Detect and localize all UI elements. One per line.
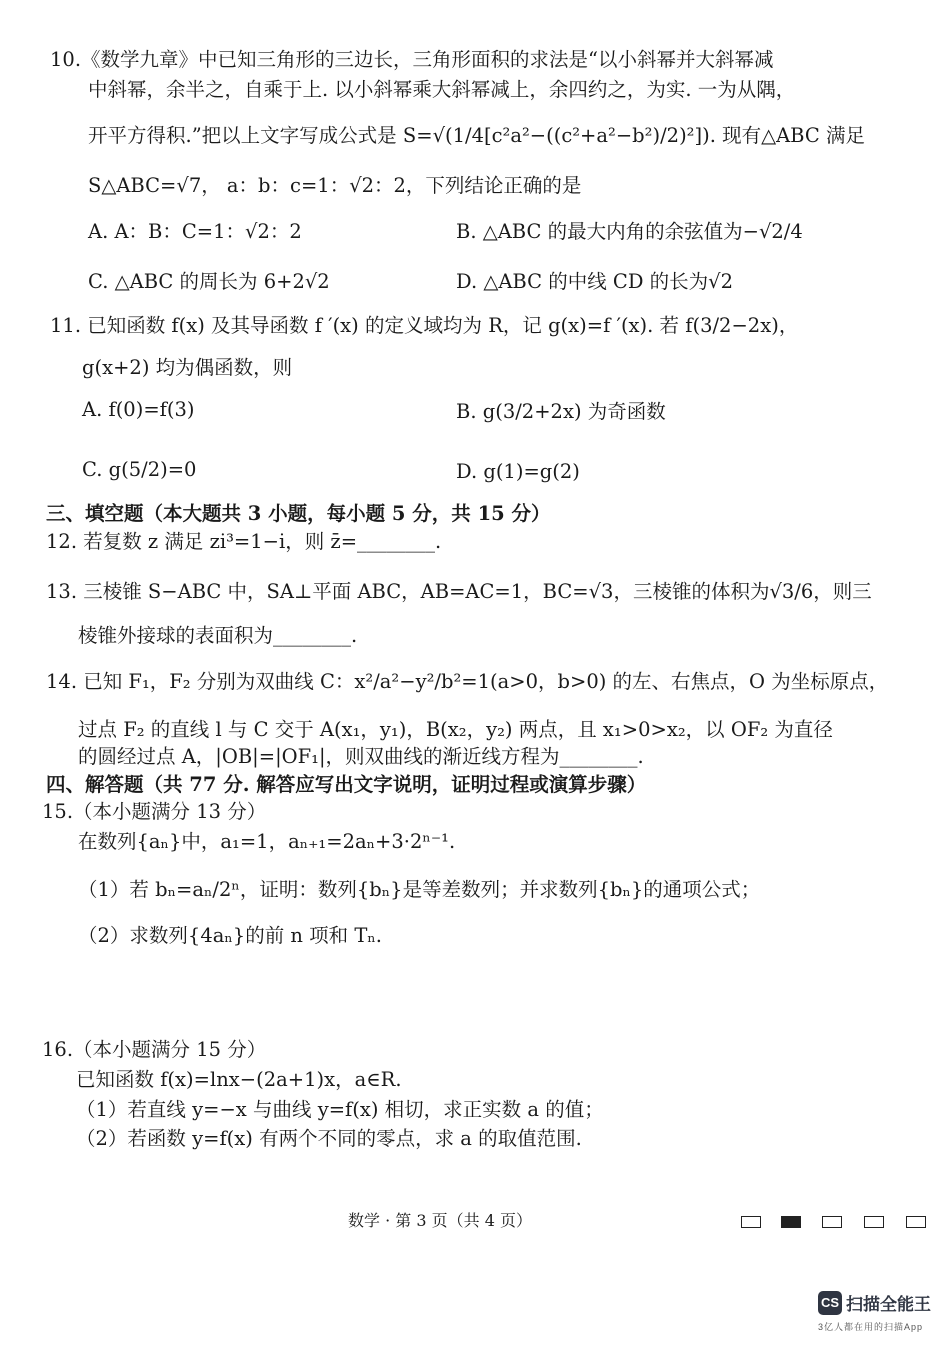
q15-stem: 在数列{aₙ}中，a₁=1，aₙ₊₁=2aₙ+3·2ⁿ⁻¹. (78, 830, 456, 853)
q10-option-b: B. △ABC 的最大内角的余弦值为−√2/4 (456, 220, 803, 243)
page-marker-4 (864, 1216, 884, 1228)
q10-option-c: C. △ABC 的周长为 6+2√2 (88, 270, 330, 293)
q15-part2: （2）求数列{4aₙ}的前 n 项和 Tₙ. (78, 924, 382, 947)
q16-part1: （1）若直线 y=−x 与曲线 y=f(x) 相切，求正实数 a 的值； (76, 1098, 604, 1121)
q13-line1: 13. 三棱锥 S−ABC 中，SA⊥平面 ABC，AB=AC=1，BC=√3，三棱锥的体积为√3/6，则三 (46, 580, 872, 603)
section-4-heading: 四、解答题（共 77 分. 解答应写出文字说明，证明过程或演算步骤） (46, 773, 647, 796)
q11-line1: 11. 已知函数 f(x) 及其导函数 f ′(x) 的定义域均为 R，记 g(x)=f ′(x). 若 f(3/2−2x)， (50, 314, 799, 337)
q10-line3: 开平方得积.”把以上文字写成公式是 S=√(1/4[c²a²−((c²+a²−b²)/2)²]). 现有△ABC 满足 (88, 124, 865, 147)
camscanner-icon: CS (818, 1291, 842, 1315)
q14-line2: 过点 F₂ 的直线 l 与 C 交于 A(x₁，y₁)，B(x₂，y₂) 两点，且 x₁>0>x₂，以 OF₂ 为直径 (78, 718, 833, 741)
q11-line2: g(x+2) 均为偶函数，则 (82, 356, 293, 379)
q11-option-b: B. g(3/2+2x) 为奇函数 (456, 400, 666, 423)
q15-heading: 15.（本小题满分 13 分） (42, 800, 267, 823)
q15-part1: （1）若 bₙ=aₙ/2ⁿ，证明：数列{bₙ}是等差数列；并求数列{bₙ}的通项公式； (78, 878, 761, 901)
q10-option-a: A. A：B：C=1：√2：2 (88, 220, 302, 243)
q11-option-a: A. f(0)=f(3) (82, 398, 195, 421)
q13-line2: 棱锥外接球的表面积为________. (78, 624, 358, 647)
q12: 12. 若复数 z 满足 zi³=1−i，则 z̄=________. (46, 530, 442, 553)
page-footer: 数学 · 第 3 页（共 4 页） (348, 1211, 532, 1230)
q10-line2: 中斜幂，余半之，自乘于上. 以小斜幂乘大斜幂减上，余四约之，为实. 一为从隅， (88, 78, 796, 101)
q10-line4: S△ABC=√7， a：b：c=1：√2：2，下列结论正确的是 (88, 174, 582, 197)
q10-option-d: D. △ABC 的中线 CD 的长为√2 (456, 270, 734, 293)
page-marker-2 (781, 1216, 801, 1228)
page-marker-3 (822, 1216, 842, 1228)
app-name: 扫描全能王 (846, 1295, 931, 1314)
q11-option-d: D. g(1)=g(2) (456, 460, 580, 483)
q16-stem: 已知函数 f(x)=lnx−(2a+1)x，a∈R. (76, 1068, 402, 1091)
scanner-logo (818, 1290, 931, 1315)
q14-line3: 的圆经过点 A，|OB|=|OF₁|，则双曲线的渐近线方程为________. (78, 745, 644, 768)
q16-part2: （2）若函数 y=f(x) 有两个不同的零点，求 a 的取值范围. (76, 1127, 582, 1150)
q10-line1: 10.《数学九章》中已知三角形的三边长，三角形面积的求法是“以小斜幂并大斜幂减 (50, 48, 774, 71)
section-3-heading: 三、填空题（本大题共 3 小题，每小题 5 分，共 15 分） (46, 502, 551, 525)
page-marker-5 (906, 1216, 926, 1228)
q14-line1: 14. 已知 F₁，F₂ 分别为双曲线 C：x²/a²−y²/b²=1(a>0，b>0) 的左、右焦点，O 为坐标原点， (46, 670, 889, 693)
app-tagline: 3亿人都在用的扫描App (818, 1322, 924, 1332)
page-marker-1 (741, 1216, 761, 1228)
q11-option-c: C. g(5/2)=0 (82, 458, 197, 481)
q16-heading: 16.（本小题满分 15 分） (42, 1038, 267, 1061)
